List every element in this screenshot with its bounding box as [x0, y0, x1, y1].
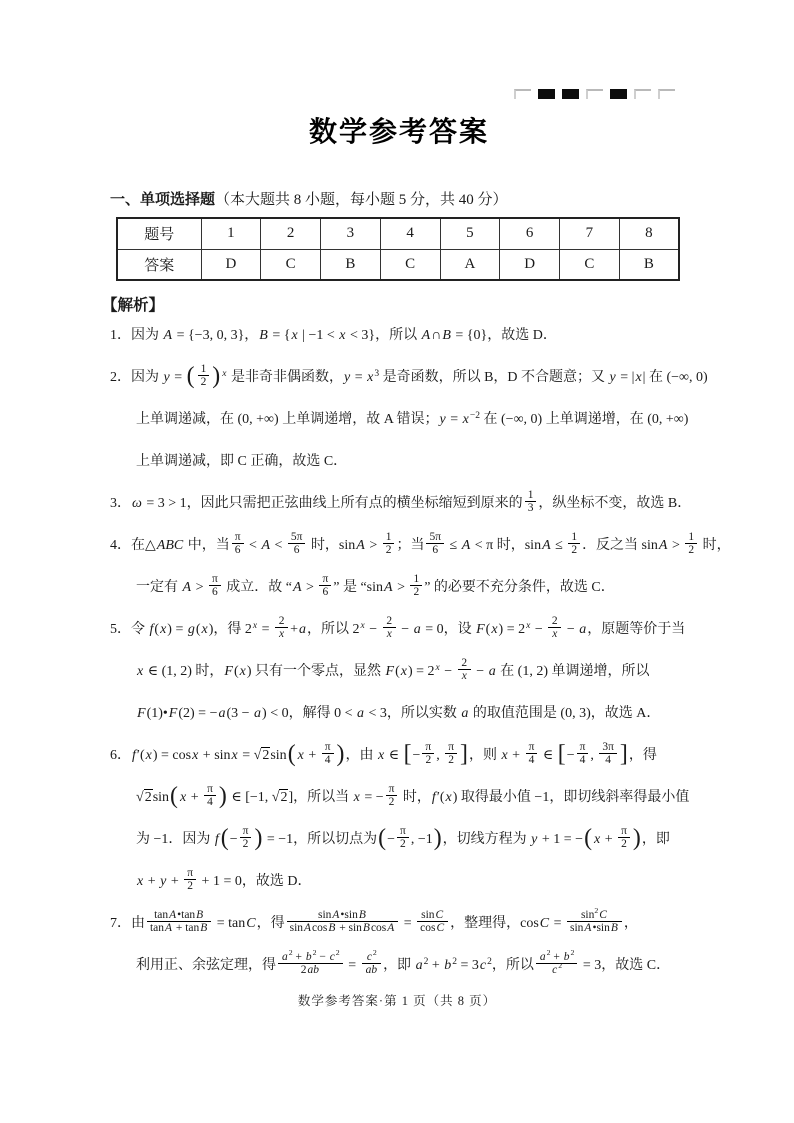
solution-line: 一定有 A > $\frac{\pi}{6}$ 成立．故 “A > $\frac{\pi}{6}$ ” 是 “sinA > $\frac{1}{2}$ ” 的必要不充分条件，故选 C． [136, 572, 615, 599]
section-heading-note: （本大题共 8 小题，每小题 5 分，共 40 分） [215, 192, 508, 208]
solution-line: F(1)•F(2) = −a(3 − a) < 0，解得 0 < a < 3，所以实数 a 的取值范围是 (0, 3)，故选 A． [137, 706, 661, 721]
solution-4 [110, 525, 731, 609]
registration-mark [634, 89, 651, 99]
solution-5 [110, 609, 688, 735]
solution-line: 3．ω = 3 > 1，因此只需把正弦曲线上所有点的横坐标缩短到原来的 $\frac{1}{3}$ ，纵坐标不变，故选 B． [110, 488, 692, 515]
question-number-cell: 1 [201, 218, 261, 249]
question-number-cell: 4 [380, 218, 440, 249]
answer-cell: C [380, 249, 440, 280]
registration-mark [586, 89, 603, 99]
solution-line: x + y + $\frac{\pi}{2}$ + 1 = 0，故选 D． [137, 866, 312, 893]
question-number-cell: 3 [321, 218, 381, 249]
page-footer: 数学参考答案·第 1 页（共 8 页） [297, 994, 497, 1008]
answer-cell: C [261, 249, 321, 280]
registration-mark [658, 89, 675, 99]
answer-cell: C [560, 249, 620, 280]
answer-cell: D [201, 249, 261, 280]
registration-mark [514, 89, 531, 99]
solution-line: 上单调递减，在 (0, +∞) 上单调递增，故 A 错误；$y = x^{-2}$ 在 (−∞, 0) 上单调递增，在 (0, +∞) [136, 411, 689, 427]
solution-line: 利用正、余弦定理，得 $\frac{a^2 + b^2 - c^2}{2ab}$ = $\frac{c^2}{ab}$ ，即 $a^2 + b^2 = 3c^2$，所以 $\frac{a^2 + b^2}{c^2}$ = 3，故选 C． [136, 947, 671, 977]
answer-label: 答案 [117, 249, 201, 280]
solution-3 [110, 483, 692, 525]
question-number-cell: 7 [560, 218, 620, 249]
solution-6 [110, 735, 688, 903]
section-heading-title: 一、单项选择题 [110, 191, 216, 208]
solution-line: 1．因为 A = {−3, 0, 3}，B = {x | −1 < x < 3}，所以 A∩B = {0}，故选 D． [110, 328, 557, 343]
question-number-cell: 6 [500, 218, 560, 249]
solution-line: 6．f′(x) = cosx + sinx = √2sin( x + $\frac{\pi}{4}$ )，由 x ∈ [− $\frac{\pi}{2}$ , $\frac{\pi}{2}$ ]，则 x + $\frac{\pi}{4}$ ∈ [− $\frac{\pi}{4}$ , $\frac{3\pi}{4}$ ]，得 [110, 740, 657, 767]
question-number-cell: 8 [619, 218, 679, 249]
question-number-row [117, 218, 679, 249]
registration-marks [514, 89, 675, 99]
solution-line: √2sin( x + $\frac{\pi}{4}$ ) ∈ [−1, √2]，所以当 x = − $\frac{\pi}{2}$ 时，f′(x) 取得最小值 −1，即切线斜率得最小值 [136, 782, 690, 809]
answer-cell: D [500, 249, 560, 280]
solution-line: 上单调递减，即 C 正确，故选 C． [136, 454, 348, 469]
registration-mark [538, 89, 555, 99]
answer-cell: B [619, 249, 679, 280]
solution-line: 7．由 $\frac{\tan A•\tan B}{\tan A + \tan B}$ = tanC，得 $\frac{\sin A•\sin B}{\text{sinAcosB + sinBcosA}}$ = $\frac{\sin C}{\cos C}$ ，整理得，cosC = $\frac{\sin^2C}{\sin A•\sin B}$ ， [110, 905, 638, 935]
answer-cell: B [321, 249, 381, 280]
solution-1 [110, 315, 688, 357]
answer-table [116, 217, 680, 281]
answer-cell: A [440, 249, 500, 280]
question-number-cell: 5 [440, 218, 500, 249]
solution-7 [110, 903, 688, 987]
solution-line: 5．令 f(x) = g(x)，得 $2^x$ = $\frac{2}{x}$ +a，所以 $2^x$ − $\frac{2}{x}$ − a = 0，设 $F(x) = 2^x$ − $\frac{2}{x}$ − a，原题等价于当 [110, 614, 686, 641]
solution-line: x ∈ (1, 2) 时，F(x) 只有一个零点，显然 $F(x) = 2^x$ − $\frac{2}{x}$ − a 在 (1, 2) 单调递增，所以 [137, 656, 650, 683]
page-content [102, 110, 731, 987]
solution-line: 为 −1．因为 f(− $\frac{\pi}{2}$ ) = −1，所以切点为(− $\frac{\pi}{2}$ , −1)，切线方程为 y + 1 = −( x + $\frac{\pi}{2}$ )，即 [136, 824, 670, 851]
page-title: 数学参考答案 [308, 117, 489, 148]
analysis-label: 【解析】 [102, 297, 165, 314]
question-number-label: 题号 [117, 218, 201, 249]
section-heading [110, 188, 688, 209]
answer-row [117, 249, 679, 280]
registration-mark [562, 89, 579, 99]
registration-mark [610, 89, 627, 99]
solution-line: 4．在△ABC 中，当 $\frac{\pi}{6}$ < A < $\frac{5\pi}{6}$ 时，sinA > $\frac{1}{2}$ ；当 $\frac{5\pi}{6}$ ≤ A < π 时，sinA ≤ $\frac{1}{2}$ ．反之当 sinA > $\frac{1}{2}$ 时， [110, 530, 731, 557]
solution-2 [110, 357, 708, 483]
question-number-cell: 2 [261, 218, 321, 249]
solution-line: 2．因为 y = ( $\frac{1}{2}$ ) $^x$ 是非奇非偶函数，$y = x^3$ 是奇函数，所以 B，D 不合题意；又 y = |x| 在 (−∞, 0) [110, 362, 708, 389]
